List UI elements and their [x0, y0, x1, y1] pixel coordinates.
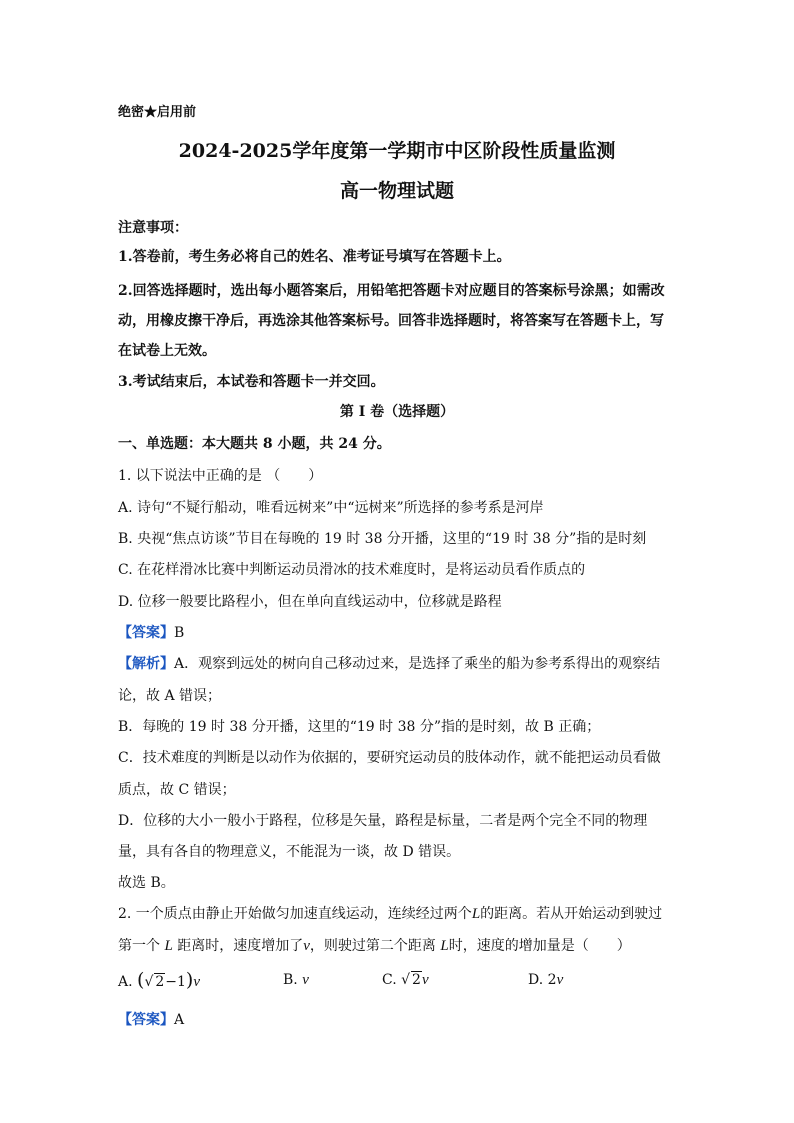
answer-tag: 【答案】 [118, 1012, 174, 1028]
variable-v: v [302, 972, 309, 988]
question-1-analysis-c-line-2: 质点，故 C 错误； [118, 782, 236, 798]
confidential-mark: 绝密★启用前 [118, 105, 197, 120]
question-2-option-b [283, 970, 309, 990]
question-1-option-d: D. 位移一般要比路程小，但在单向直线运动中，位移就是路程 [118, 594, 502, 610]
question-1-option-b: B. 央视“焦点访谈”节目在每晚的 19 时 38 分开播，这里的“19 时 38 分”指的是时刻 [118, 531, 647, 547]
variable-v: v [556, 972, 564, 988]
question-1-stem: 1. 以下说法中正确的是 （ ） [118, 468, 323, 484]
stem-text: 时，速度的增加量是（ ） [448, 938, 631, 954]
stem-text: 2. 一个质点由静止开始做匀加速直线运动，连续经过两个 [118, 906, 472, 922]
variable-v: v [421, 972, 429, 988]
stem-text: 距离时，速度增加了 [177, 938, 304, 954]
sqrt-radicand: 2 [412, 972, 421, 988]
paren-open: ( [137, 969, 145, 991]
variable-l: L [440, 938, 449, 954]
answer-value: A [174, 1012, 185, 1028]
stem-text: 第一个 [118, 938, 160, 954]
exam-title: 2024-2025学年度第一学期市中区阶段性质量监测 [178, 140, 616, 162]
question-1-analysis-d-line-1: D．位移的大小一般小于路程，位移是矢量，路程是标量，二者是两个完全不同的物理 [118, 813, 648, 829]
variable-l: L [164, 938, 173, 954]
question-2-stem-line-1 [118, 904, 662, 924]
stem-text: ，则驶过第二个距离 [309, 938, 436, 954]
paren-close: ) [185, 969, 194, 991]
variable-v: v [303, 938, 310, 954]
note-item-2-line-2: 动，用橡皮擦干净后，再选涂其他答案标号。回答非选择题时，将答案写在答题卡上，写 [118, 313, 664, 329]
option-label: B. [283, 972, 298, 988]
notes-heading: 注意事项： [118, 220, 188, 236]
analysis-tag: 【解析】 [118, 656, 174, 672]
question-1-option-a: A. 诗句“不疑行船动，唯看远树来”中“远树来”所选择的参考系是河岸 [118, 500, 544, 516]
sqrt-radicand: 2 [155, 974, 165, 990]
option-label: D. [528, 972, 544, 988]
note-item-3: 3.考试结束后，本试卷和答题卡一并交回。 [118, 374, 385, 390]
question-1-analysis-c-line-1: C．技术难度的判断是以动作为依据的，要研究运动员的肢体动作，就不能把运动员看做 [118, 750, 661, 766]
question-1-option-c: C. 在花样滑冰比赛中判断运动员滑冰的技术难度时，是将运动员看作质点的 [118, 562, 586, 578]
option-label: A. [118, 974, 133, 990]
answer-tag: 【答案】 [118, 625, 174, 641]
variable-l: L [471, 906, 481, 922]
minus-one: −1 [165, 974, 186, 990]
stem-text: 的距离。若从开始运动到驶过 [480, 906, 663, 922]
note-item-1: 1.答卷前，考生务必将自己的姓名、准考证号填写在答题卡上。 [118, 249, 511, 265]
question-1-analysis-a-line-2: 论，故 A 错误； [118, 688, 222, 704]
sqrt-sign: √ [401, 972, 411, 988]
question-1-conclusion: 故选 B。 [118, 875, 175, 891]
question-1-analysis-b: B．每晚的 19 时 38 分开播，这里的“19 时 38 分”指的是时刻，故 B 正确； [118, 719, 601, 735]
exam-subtitle: 高一物理试题 [339, 180, 454, 202]
question-2-answer [118, 1010, 184, 1030]
option-label: C. [382, 972, 397, 988]
question-1-analysis-d-line-2: 量，具有各自的物理意义，不能混为一谈，故 D 错误。 [118, 844, 461, 860]
sqrt-sign: √ [144, 974, 154, 990]
question-1-analysis-a-line-1 [118, 654, 660, 674]
note-item-2-line-1: 2.回答选择题时，选出每小题答案后，用铅笔把答题卡对应题目的答案标号涂黑；如需改 [118, 283, 665, 299]
question-1-answer [118, 623, 184, 643]
question-2-stem-line-2 [118, 936, 631, 956]
section-heading: 一、单选题：本大题共 8 小题，共 24 分。 [118, 436, 391, 452]
question-2-option-a [118, 970, 200, 992]
variable-v: v [193, 974, 201, 990]
analysis-text: A．观察到远处的树向自己移动过来，是选择了乘坐的船为参考系得出的观察结 [174, 656, 661, 672]
part-title: 第 I 卷（选择题） [339, 404, 455, 420]
question-2-option-c [382, 970, 429, 990]
note-item-2-line-3: 在试卷上无效。 [118, 343, 216, 359]
answer-value: B [174, 625, 185, 641]
question-2-option-d [528, 970, 563, 990]
coefficient: 2 [547, 972, 557, 988]
